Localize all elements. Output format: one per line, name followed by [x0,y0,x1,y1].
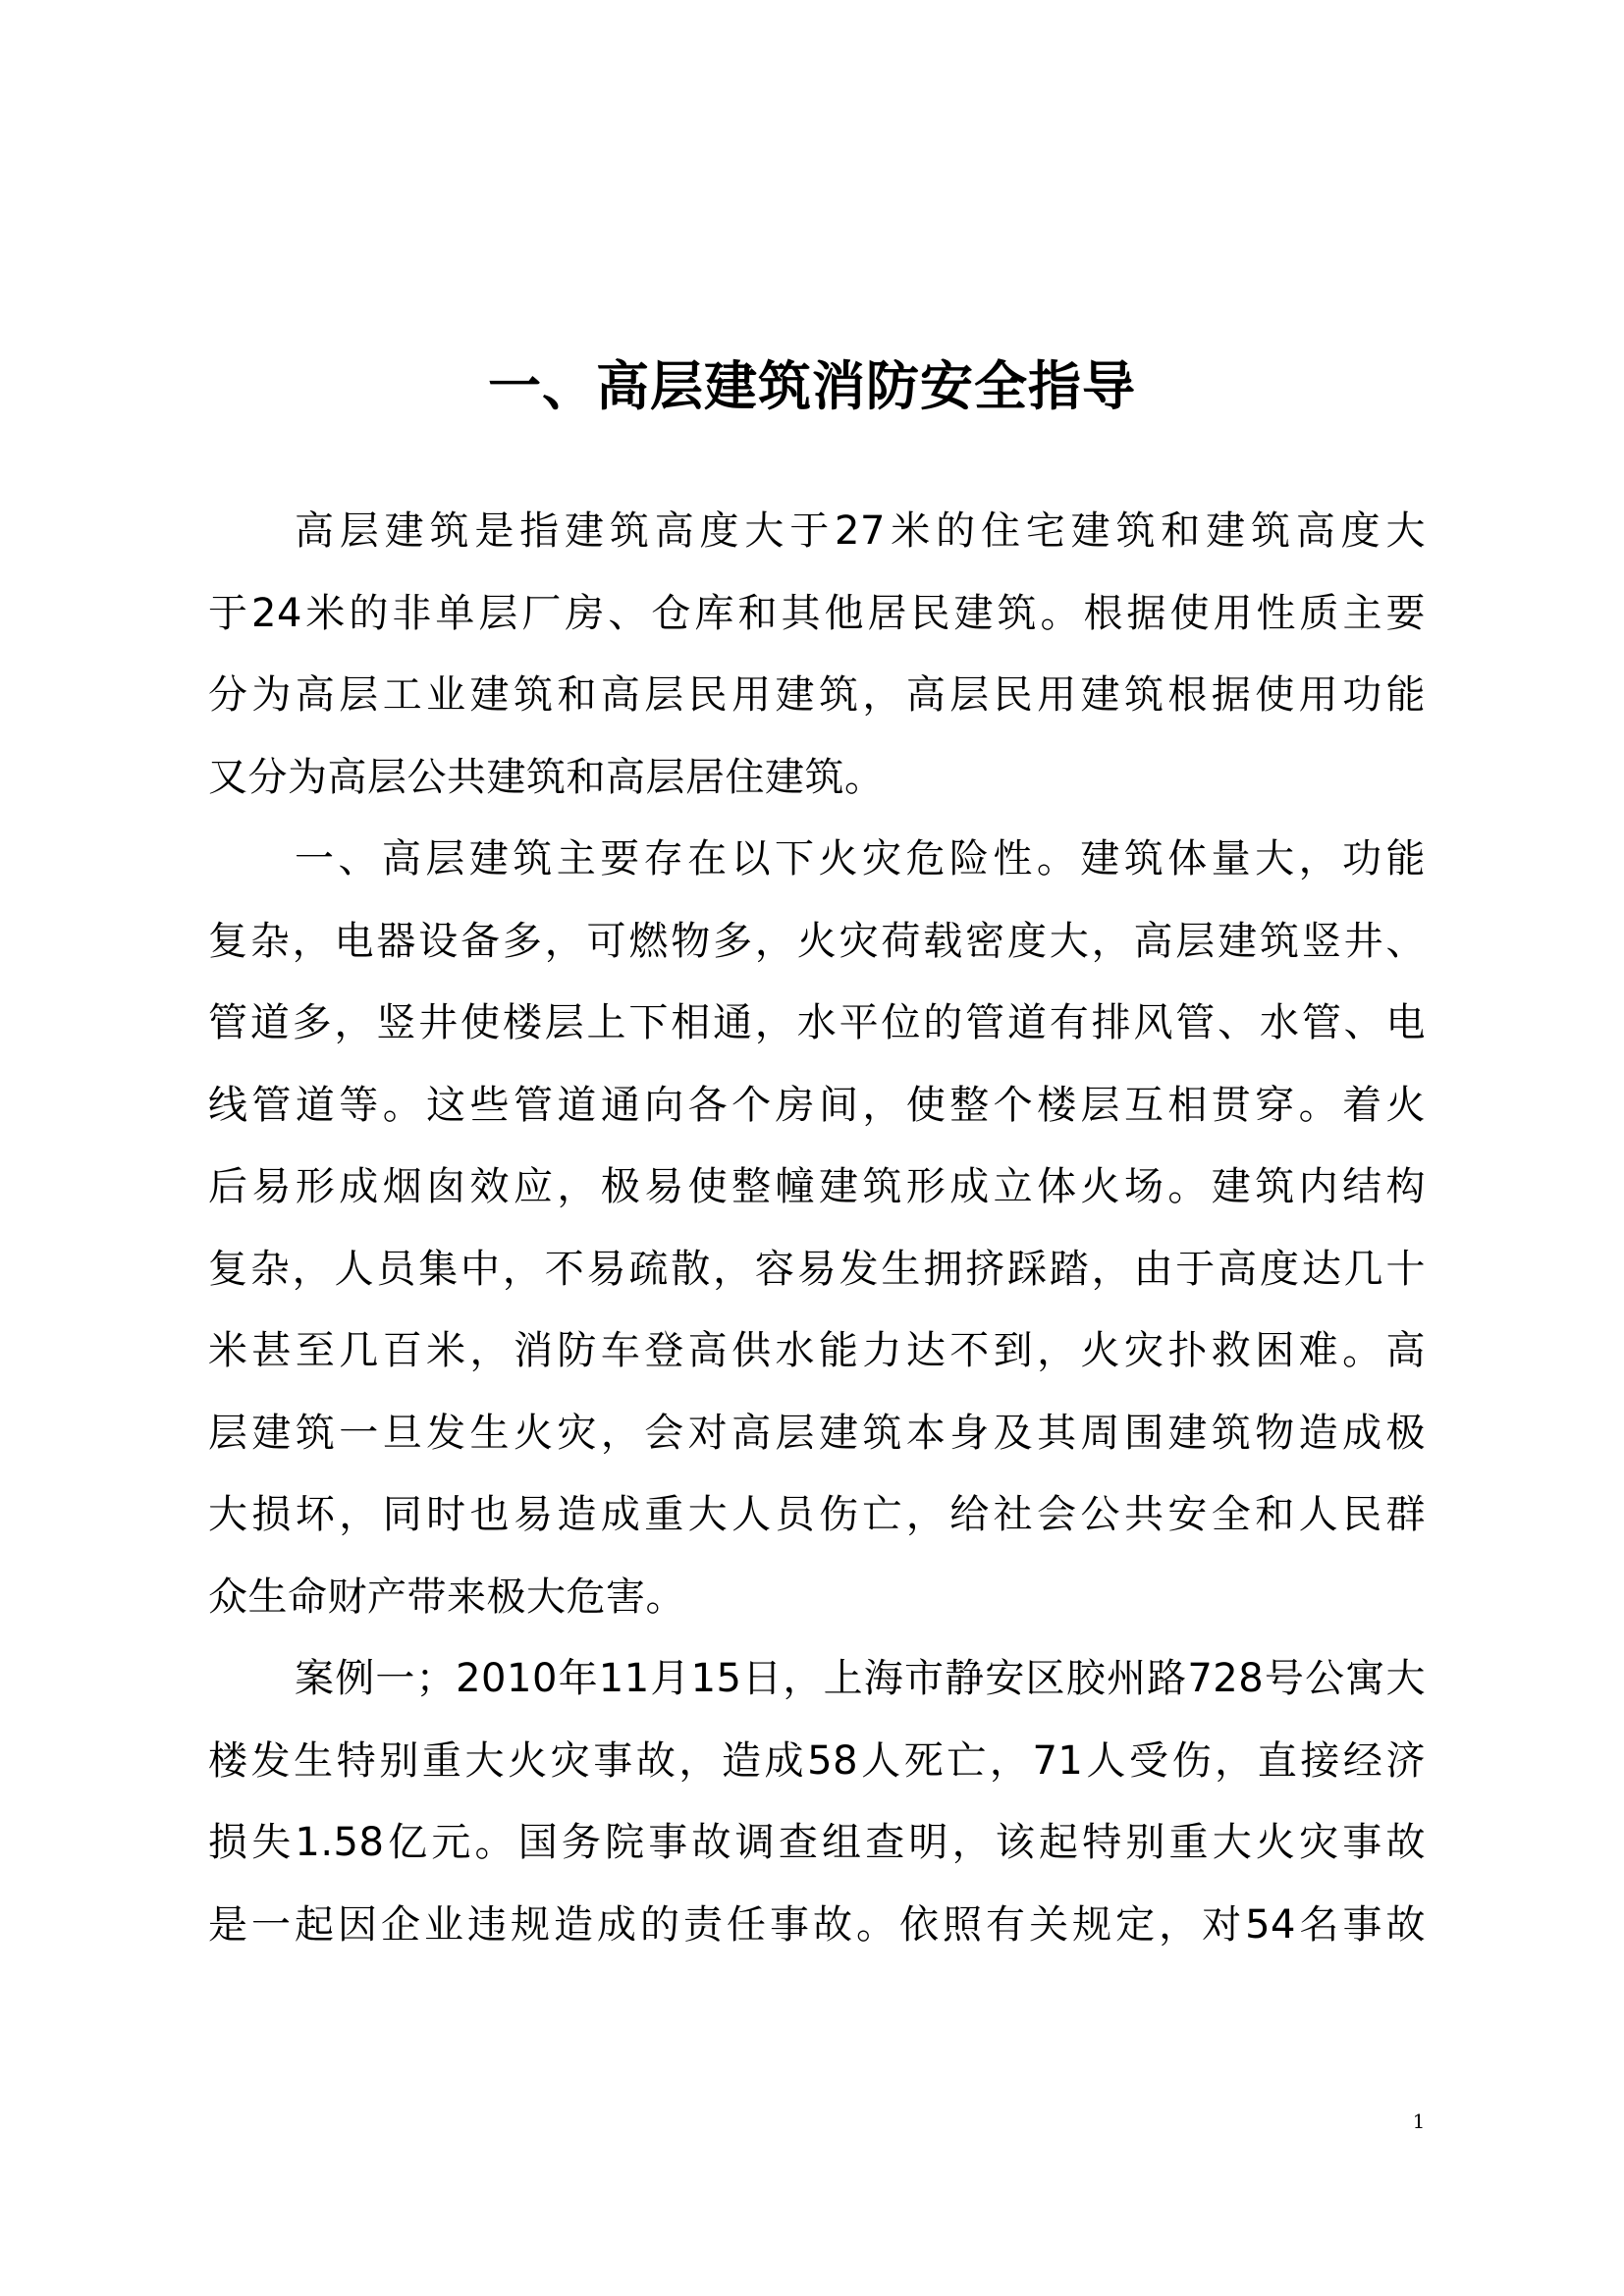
text-line: 楼发生特别重大火灾事故，造成58人死亡，71人受伤，直接经济 [208,1737,1426,1784]
text-line: 分为高层工业建筑和高层民用建筑，高层民用建筑根据使用功能 [208,672,1426,718]
text-line: 米甚至几百米，消防车登高供水能力达不到，火灾扑救困难。高 [208,1328,1426,1373]
text-line: 损失1.58亿元。国务院事故调查组查明，该起特别重大火灾事故 [208,1820,1426,1865]
text-line: 管道多，竖井使楼层上下相通，水平位的管道有排风管、水管、电 [208,1000,1426,1045]
paragraph-case-study [208,1638,1426,1966]
text-line: 线管道等。这些管道通向各个房间，使整个楼层互相贯穿。着火 [208,1082,1426,1128]
text-line: 大损坏，同时也易造成重大人员伤亡，给社会公共安全和人民群 [208,1492,1426,1537]
page-title: 一、高层建筑消防安全指导 [488,355,1136,418]
text-line: 高层建筑是指建筑高度大于27米的住宅建筑和建筑高度大 [295,508,1426,554]
text-line: 是一起因企业违规造成的责任事故。依照有关规定，对54名事故 [208,1901,1426,1948]
text-line: 于24米的非单层厂房、仓库和其他居民建筑。根据使用性质主要 [208,590,1426,636]
text-line: 案例一；2010年11月15日，上海市静安区胶州路728号公寓大 [295,1656,1426,1701]
document-body [208,491,1426,1966]
page-number: 1 [1412,2109,1426,2133]
text-line: 复杂，人员集中，不易疏散，容易发生拥挤踩踏，由于高度达几十 [208,1246,1426,1292]
text-line: 又分为高层公共建筑和高层居住建筑。 [208,754,885,800]
paragraph-definition [208,491,1426,819]
paragraph-fire-hazards [208,819,1426,1638]
text-line: 众生命财产带来极大危害。 [208,1574,685,1620]
text-line: 一、高层建筑主要存在以下火灾危险性。建筑体量大，功能 [295,836,1426,881]
text-line: 复杂，电器设备多，可燃物多，火灾荷载密度大，高层建筑竖井、 [208,918,1426,964]
text-line: 后易形成烟囱效应，极易使整幢建筑形成立体火场。建筑内结构 [208,1164,1426,1209]
text-line: 层建筑一旦发生火灾，会对高层建筑本身及其周围建筑物造成极 [208,1410,1426,1456]
